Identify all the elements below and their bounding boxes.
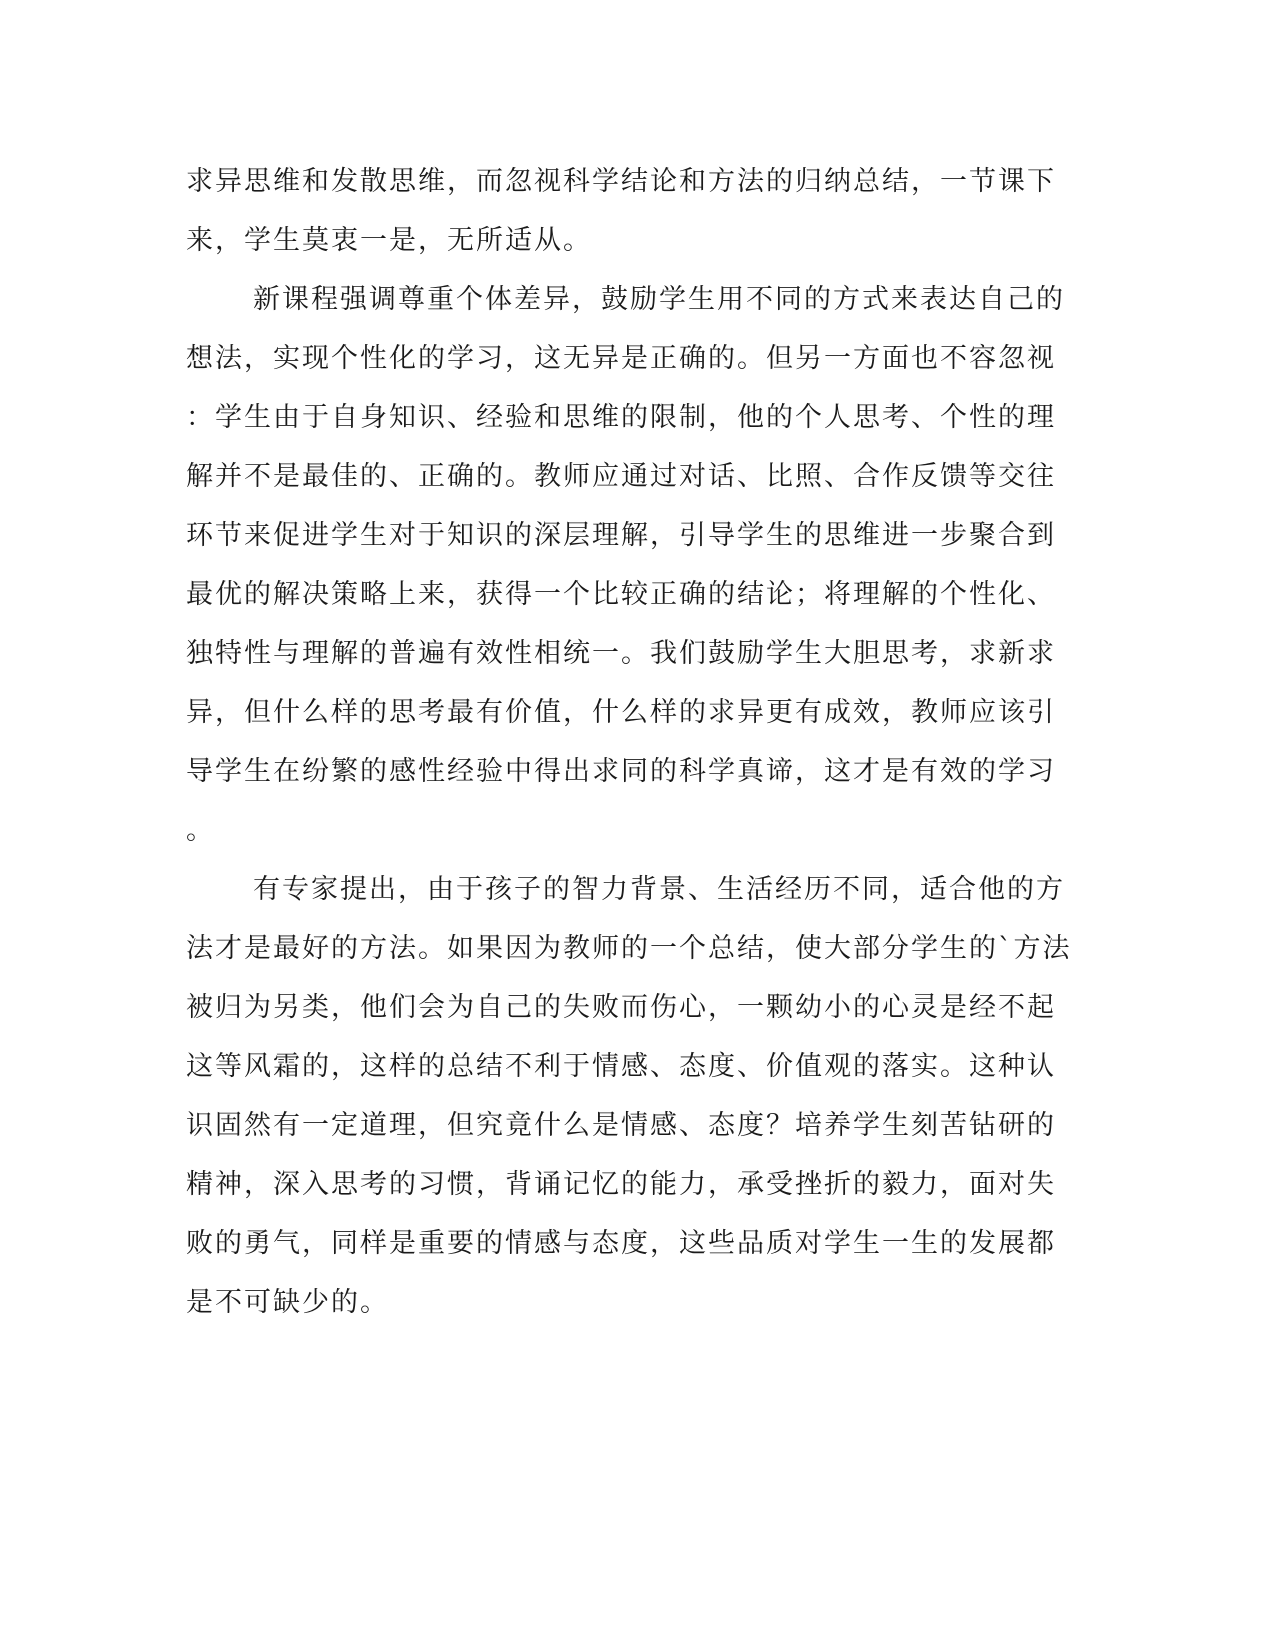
text-line: 被归为另类，他们会为自己的失败而伤心，一颗幼小的心灵是经不起 <box>186 992 1056 1023</box>
text-line: 精神，深入思考的习惯，背诵记忆的能力，承受挫折的毅力，面对失 <box>186 1169 1056 1200</box>
paragraph-first-line: 新课程强调尊重个体差异，鼓励学生用不同的方式来表达自己的 <box>253 284 1065 315</box>
text-line: 想法，实现个性化的学习，这无异是正确的。但另一方面也不容忽视 <box>186 343 1056 374</box>
text-line: 求异思维和发散思维，而忽视科学结论和方法的归纳总结，一节课下 <box>186 166 1056 197</box>
text-line: 败的勇气，同样是重要的情感与态度，这些品质对学生一生的发展都 <box>186 1228 1056 1259</box>
text-line: 解并不是最佳的、正确的。教师应通过对话、比照、合作反馈等交往 <box>186 461 1056 492</box>
text-line: 是不可缺少的。 <box>186 1287 389 1318</box>
paragraph-first-line: 有专家提出，由于孩子的智力背景、生活经历不同，适合他的方 <box>253 874 1065 905</box>
text-line: ：学生由于自身知识、经验和思维的限制，他的个人思考、个性的理 <box>186 402 1056 433</box>
text-line: 独特性与理解的普遍有效性相统一。我们鼓励学生大胆思考，求新求 <box>186 638 1056 669</box>
text-line: 识固然有一定道理，但究竟什么是情感、态度？培养学生刻苦钻研的 <box>186 1110 1056 1141</box>
text-line: 异，但什么样的思考最有价值，什么样的求异更有成效，教师应该引 <box>186 697 1056 728</box>
text-line: 法才是最好的方法。如果因为教师的一个总结，使大部分学生的`方法 <box>186 933 1072 964</box>
text-line: 来，学生莫衷一是，无所适从。 <box>186 225 592 256</box>
text-line: 这等风霜的，这样的总结不利于情感、态度、价值观的落实。这种认 <box>186 1051 1056 1082</box>
text-line: 环节来促进学生对于知识的深层理解，引导学生的思维进一步聚合到 <box>186 520 1056 551</box>
text-line: 。 <box>186 815 215 846</box>
text-line: 最优的解决策略上来，获得一个比较正确的结论；将理解的个性化、 <box>186 579 1056 610</box>
text-line: 导学生在纷繁的感性经验中得出求同的科学真谛，这才是有效的学习 <box>186 756 1056 787</box>
